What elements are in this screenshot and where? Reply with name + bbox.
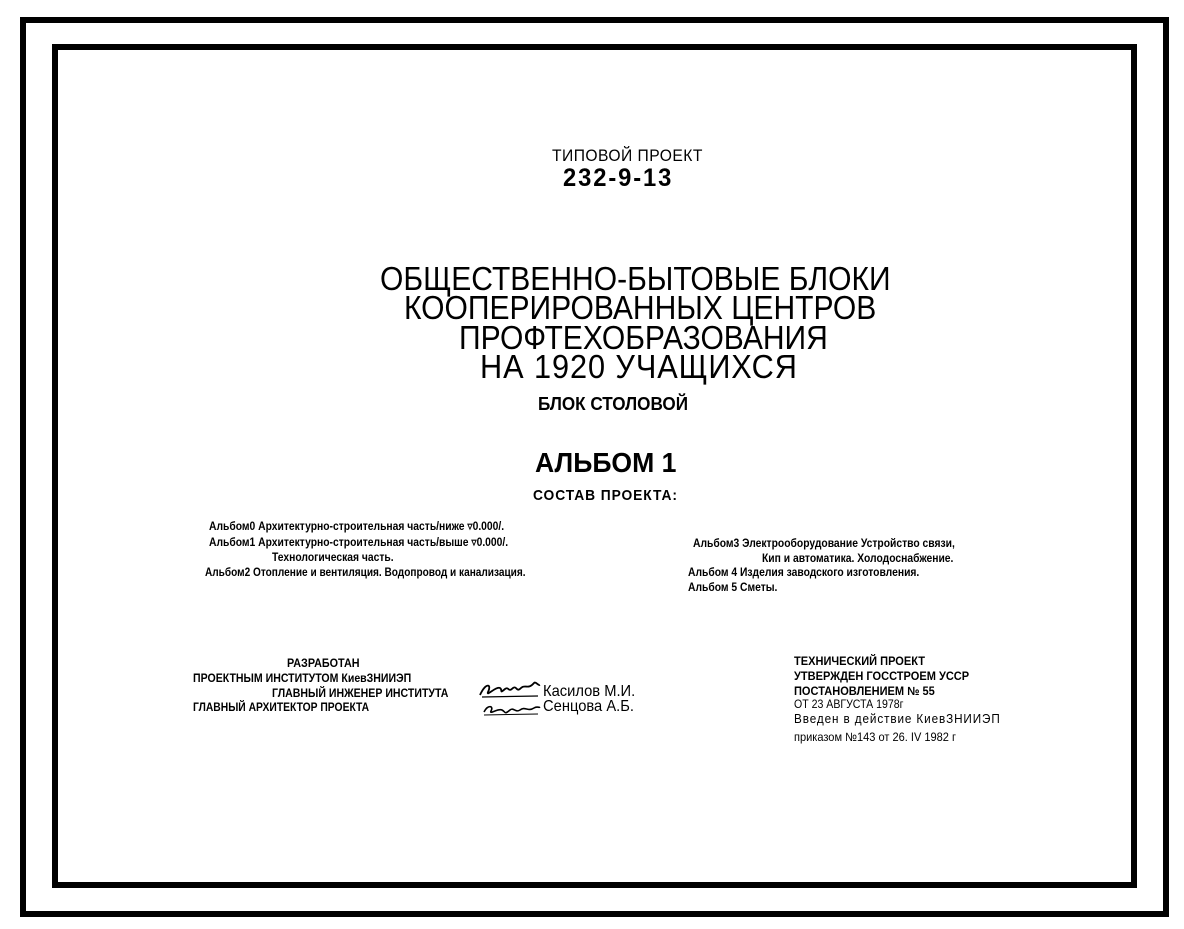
chief-architect-signature — [482, 700, 542, 718]
composition-item: Альбом1 Архитектурно-строительная часть/выше ▿0.000/. — [209, 535, 509, 549]
composition-label: СОСТАВ ПРОЕКТА: — [533, 487, 678, 504]
approval-line: ТЕХНИЧЕСКИЙ ПРОЕКТ — [794, 654, 926, 668]
approval-line: УТВЕРЖДЕН ГОССТРОЕМ УССР — [794, 669, 970, 683]
title-line-2: КООПЕРИРОВАННЫХ ЦЕНТРОВ — [404, 289, 877, 326]
developed-label: РАЗРАБОТАН — [287, 656, 360, 670]
project-type: ТИПОВОЙ ПРОЕКТ — [552, 146, 703, 165]
chief-engineer-name: Касилов М.И. — [543, 683, 636, 700]
chief-engineer-label: ГЛАВНЫЙ ИНЖЕНЕР ИНСТИТУТА — [272, 686, 449, 700]
composition-item: Альбом0 Архитектурно-строительная часть/ниже ▿0.000/. — [209, 519, 505, 533]
project-number: 232-9-13 — [563, 164, 674, 192]
composition-item: Альбом 4 Изделия заводского изготовления. — [688, 565, 920, 579]
title-line-4: НА 1920 УЧАЩИХСЯ — [480, 348, 798, 385]
composition-item: Альбом2 Отопление и вентиляция. Водопровод и канализация. — [205, 565, 526, 579]
composition-item: Альбом3 Электрооборудование Устройство связи, — [693, 536, 955, 550]
composition-item: Кип и автоматика. Холодоснабжение. — [762, 551, 954, 565]
approval-line: ПОСТАНОВЛЕНИЕМ № 55 — [794, 684, 935, 698]
composition-item: Альбом 5 Сметы. — [688, 580, 778, 594]
approval-order-line: приказом №143 от 26. IV 1982 г — [794, 730, 957, 744]
approval-line: ОТ 23 АВГУСТА 1978г — [794, 697, 904, 711]
developed-institute: ПРОЕКТНЫМ ИНСТИТУТОМ КиевЗНИИЭП — [193, 671, 412, 685]
subtitle: БЛОК СТОЛОВОЙ — [538, 394, 688, 414]
title-line-3: ПРОФТЕХОБРАЗОВАНИЯ — [459, 319, 828, 356]
album-title: АЛЬБОМ 1 — [535, 447, 677, 478]
title-line-1: ОБЩЕСТВЕННО-БЫТОВЫЕ БЛОКИ — [380, 260, 891, 297]
chief-architect-name: Сенцова А.Б. — [543, 698, 634, 715]
composition-item: Технологическая часть. — [272, 550, 394, 564]
chief-engineer-signature — [478, 678, 542, 700]
approval-enacted-line: Введен в действие КиевЗНИИЭП — [794, 711, 1001, 726]
chief-architect-label: ГЛАВНЫЙ АРХИТЕКТОР ПРОЕКТА — [193, 700, 370, 714]
